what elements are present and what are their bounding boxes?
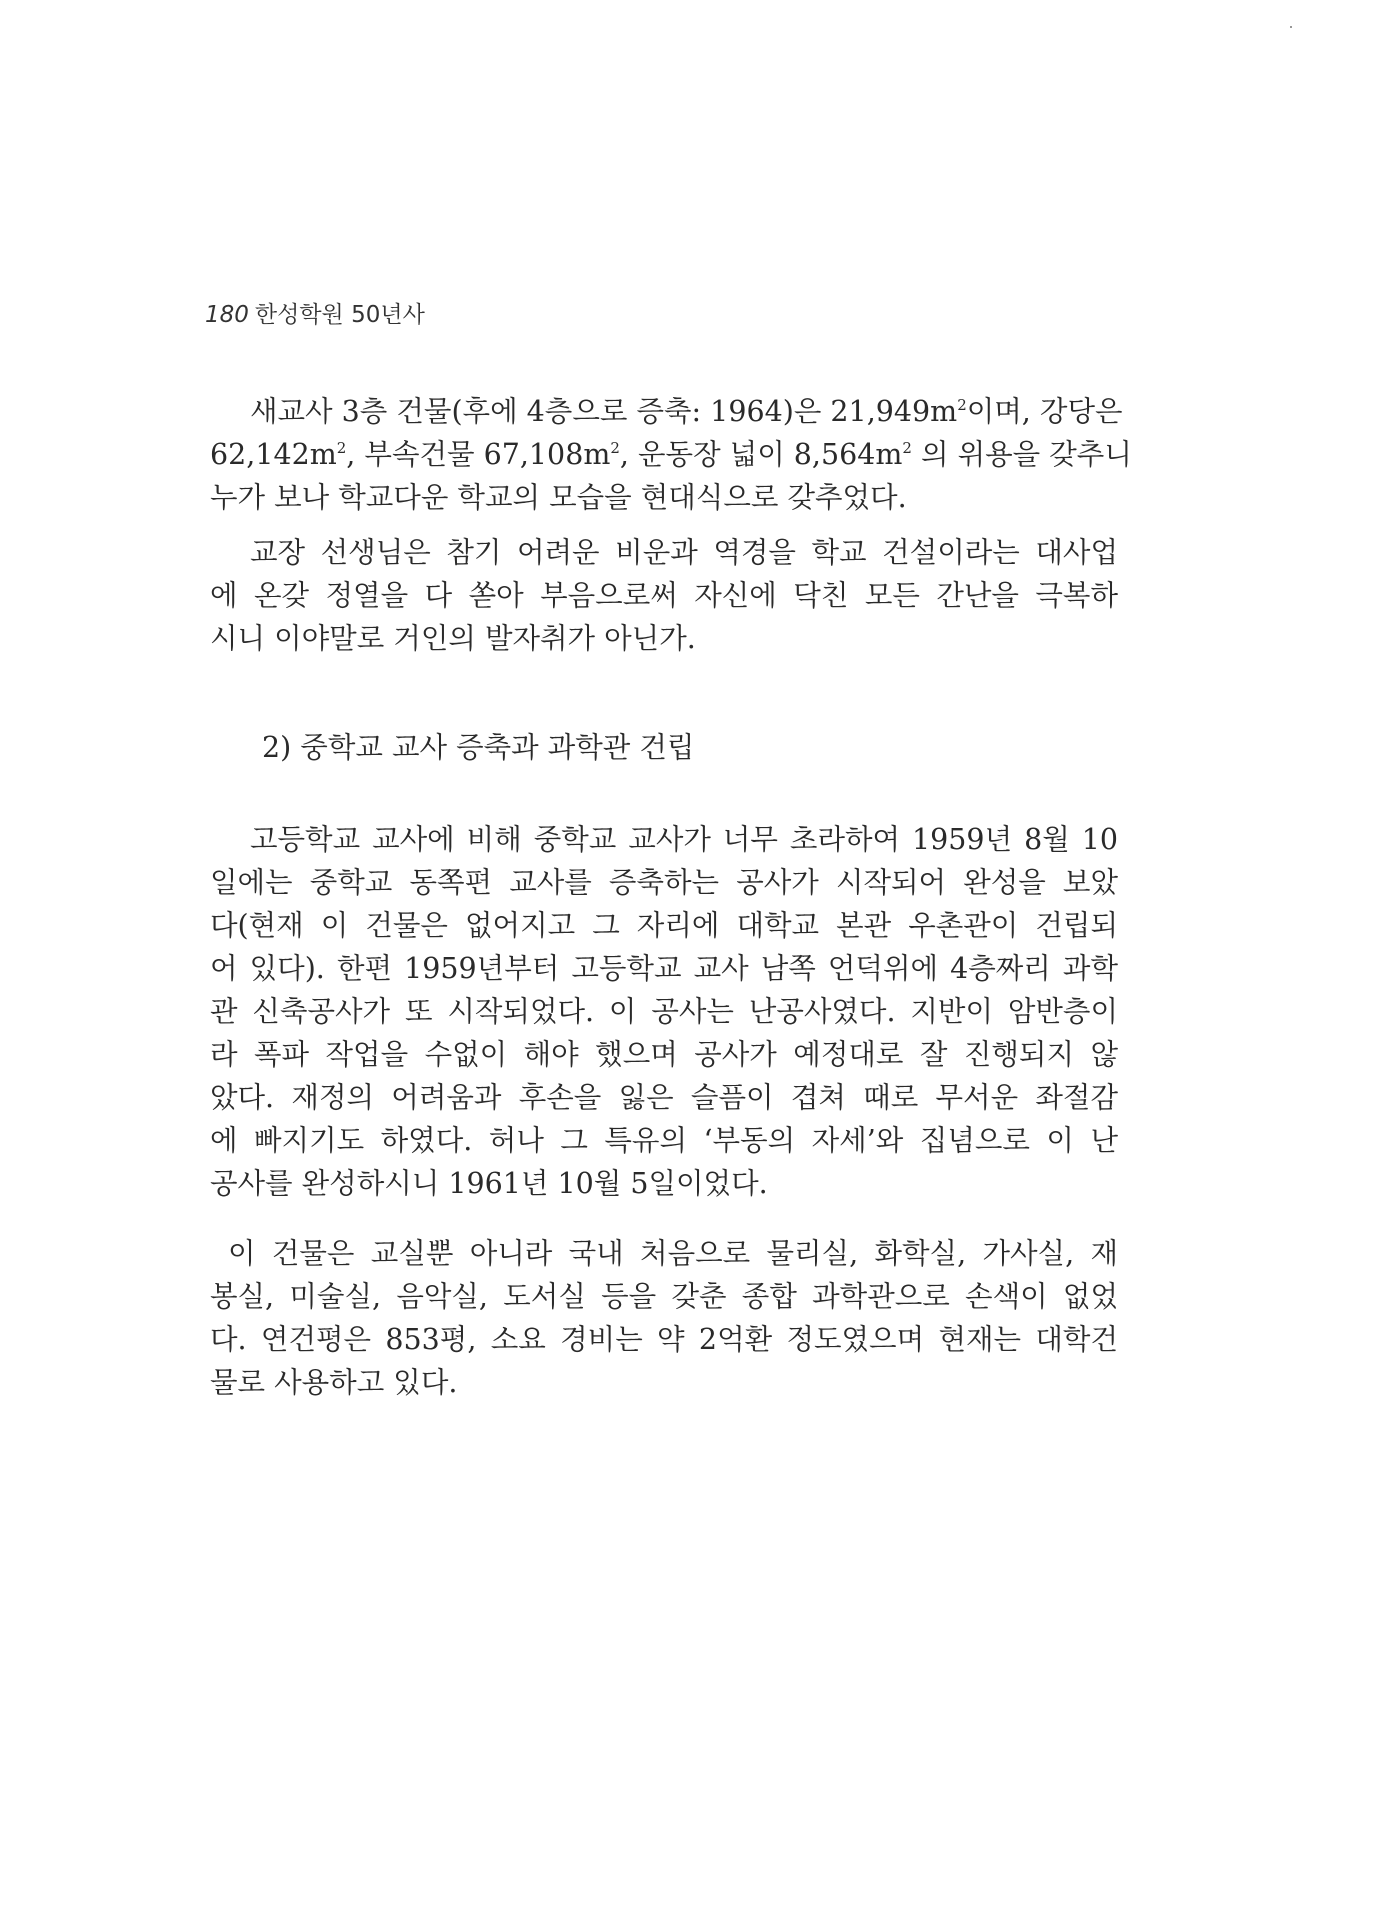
paragraph-line: 다(현재 이 건물은 없어지고 그 자리에 대학교 본관 우촌관이 건립되: [210, 909, 1118, 942]
paragraph-line: 다. 연건평은 853평, 소요 경비는 약 2억환 정도였으며 현재는 대학건: [210, 1323, 1118, 1356]
text-run: , 운동장 넓이 8,564m: [619, 438, 903, 471]
paragraph-line: 교장 선생님은 참기 어려운 비운과 역경을 학교 건설이라는 대사업: [250, 536, 1118, 569]
section-heading: 2) 중학교 교사 증축과 과학관 건립: [262, 731, 695, 764]
paragraph-line: [210, 433, 1132, 476]
superscript: 2: [902, 439, 912, 457]
superscript: 2: [610, 439, 620, 457]
paragraph-line: 공사를 완성하시니 1961년 10월 5일이었다.: [210, 1167, 768, 1200]
paragraph-3: [210, 818, 1118, 1205]
paragraph-line: 어 있다). 한편 1959년부터 고등학교 교사 남쪽 언덕위에 4층짜리 과학: [210, 952, 1118, 985]
page-number: 180: [205, 302, 249, 328]
paragraph-line: 고등학교 교사에 비해 중학교 교사가 너무 초라하여 1959년 8월 10: [250, 823, 1118, 856]
paragraph-line: [210, 390, 1123, 433]
paragraph-2: [210, 531, 1118, 660]
paragraph-4: [210, 1232, 1118, 1404]
running-header: [205, 296, 425, 329]
text-run: 이며, 강당은: [966, 395, 1123, 428]
superscript: 2: [957, 396, 967, 414]
superscript: 2: [336, 439, 347, 457]
paragraph-line: 봉실, 미술실, 음악실, 도서실 등을 갖춘 종합 과학관으로 손색이 없었: [210, 1280, 1118, 1313]
paragraph-line: 누가 보나 학교다운 학교의 모습을 현대식으로 갖추었다.: [210, 481, 907, 514]
paragraph-line: 라 폭파 작업을 수없이 해야 했으며 공사가 예정대로 잘 진행되지 않: [210, 1038, 1118, 1071]
text-run: 새교사 3층 건물(후에 4층으로 증축: 1964)은 21,949m: [250, 395, 958, 428]
paragraph-1: [210, 390, 1132, 519]
scan-speck: [1290, 26, 1292, 28]
text-run: 의 위용을 갖추니: [911, 438, 1132, 471]
book-title: 한성학원 50년사: [254, 302, 425, 328]
paragraph-line: 이 건물은 교실뿐 아니라 국내 처음으로 물리실, 화학실, 가사실, 재: [228, 1237, 1118, 1270]
paragraph-line: 에 온갖 정열을 다 쏟아 부음으로써 자신에 닥친 모든 간난을 극복하: [210, 579, 1118, 612]
paragraph-line: 시니 이야말로 거인의 발자취가 아닌가.: [210, 622, 696, 655]
paragraph-line: 일에는 중학교 동쪽편 교사를 증축하는 공사가 시작되어 완성을 보았: [210, 866, 1118, 899]
text-run: 62,142m: [210, 438, 337, 471]
text-run: , 부속건물 67,108m: [346, 438, 611, 471]
paragraph-line: 물로 사용하고 있다.: [210, 1366, 458, 1399]
paragraph-line: 았다. 재정의 어려움과 후손을 잃은 슬픔이 겹쳐 때로 무서운 좌절감: [210, 1081, 1118, 1114]
paragraph-line: 관 신축공사가 또 시작되었다. 이 공사는 난공사였다. 지반이 암반층이: [210, 995, 1118, 1028]
paragraph-line: 에 빠지기도 하였다. 허나 그 특유의 ‘부동의 자세’와 집념으로 이 난: [210, 1124, 1118, 1157]
